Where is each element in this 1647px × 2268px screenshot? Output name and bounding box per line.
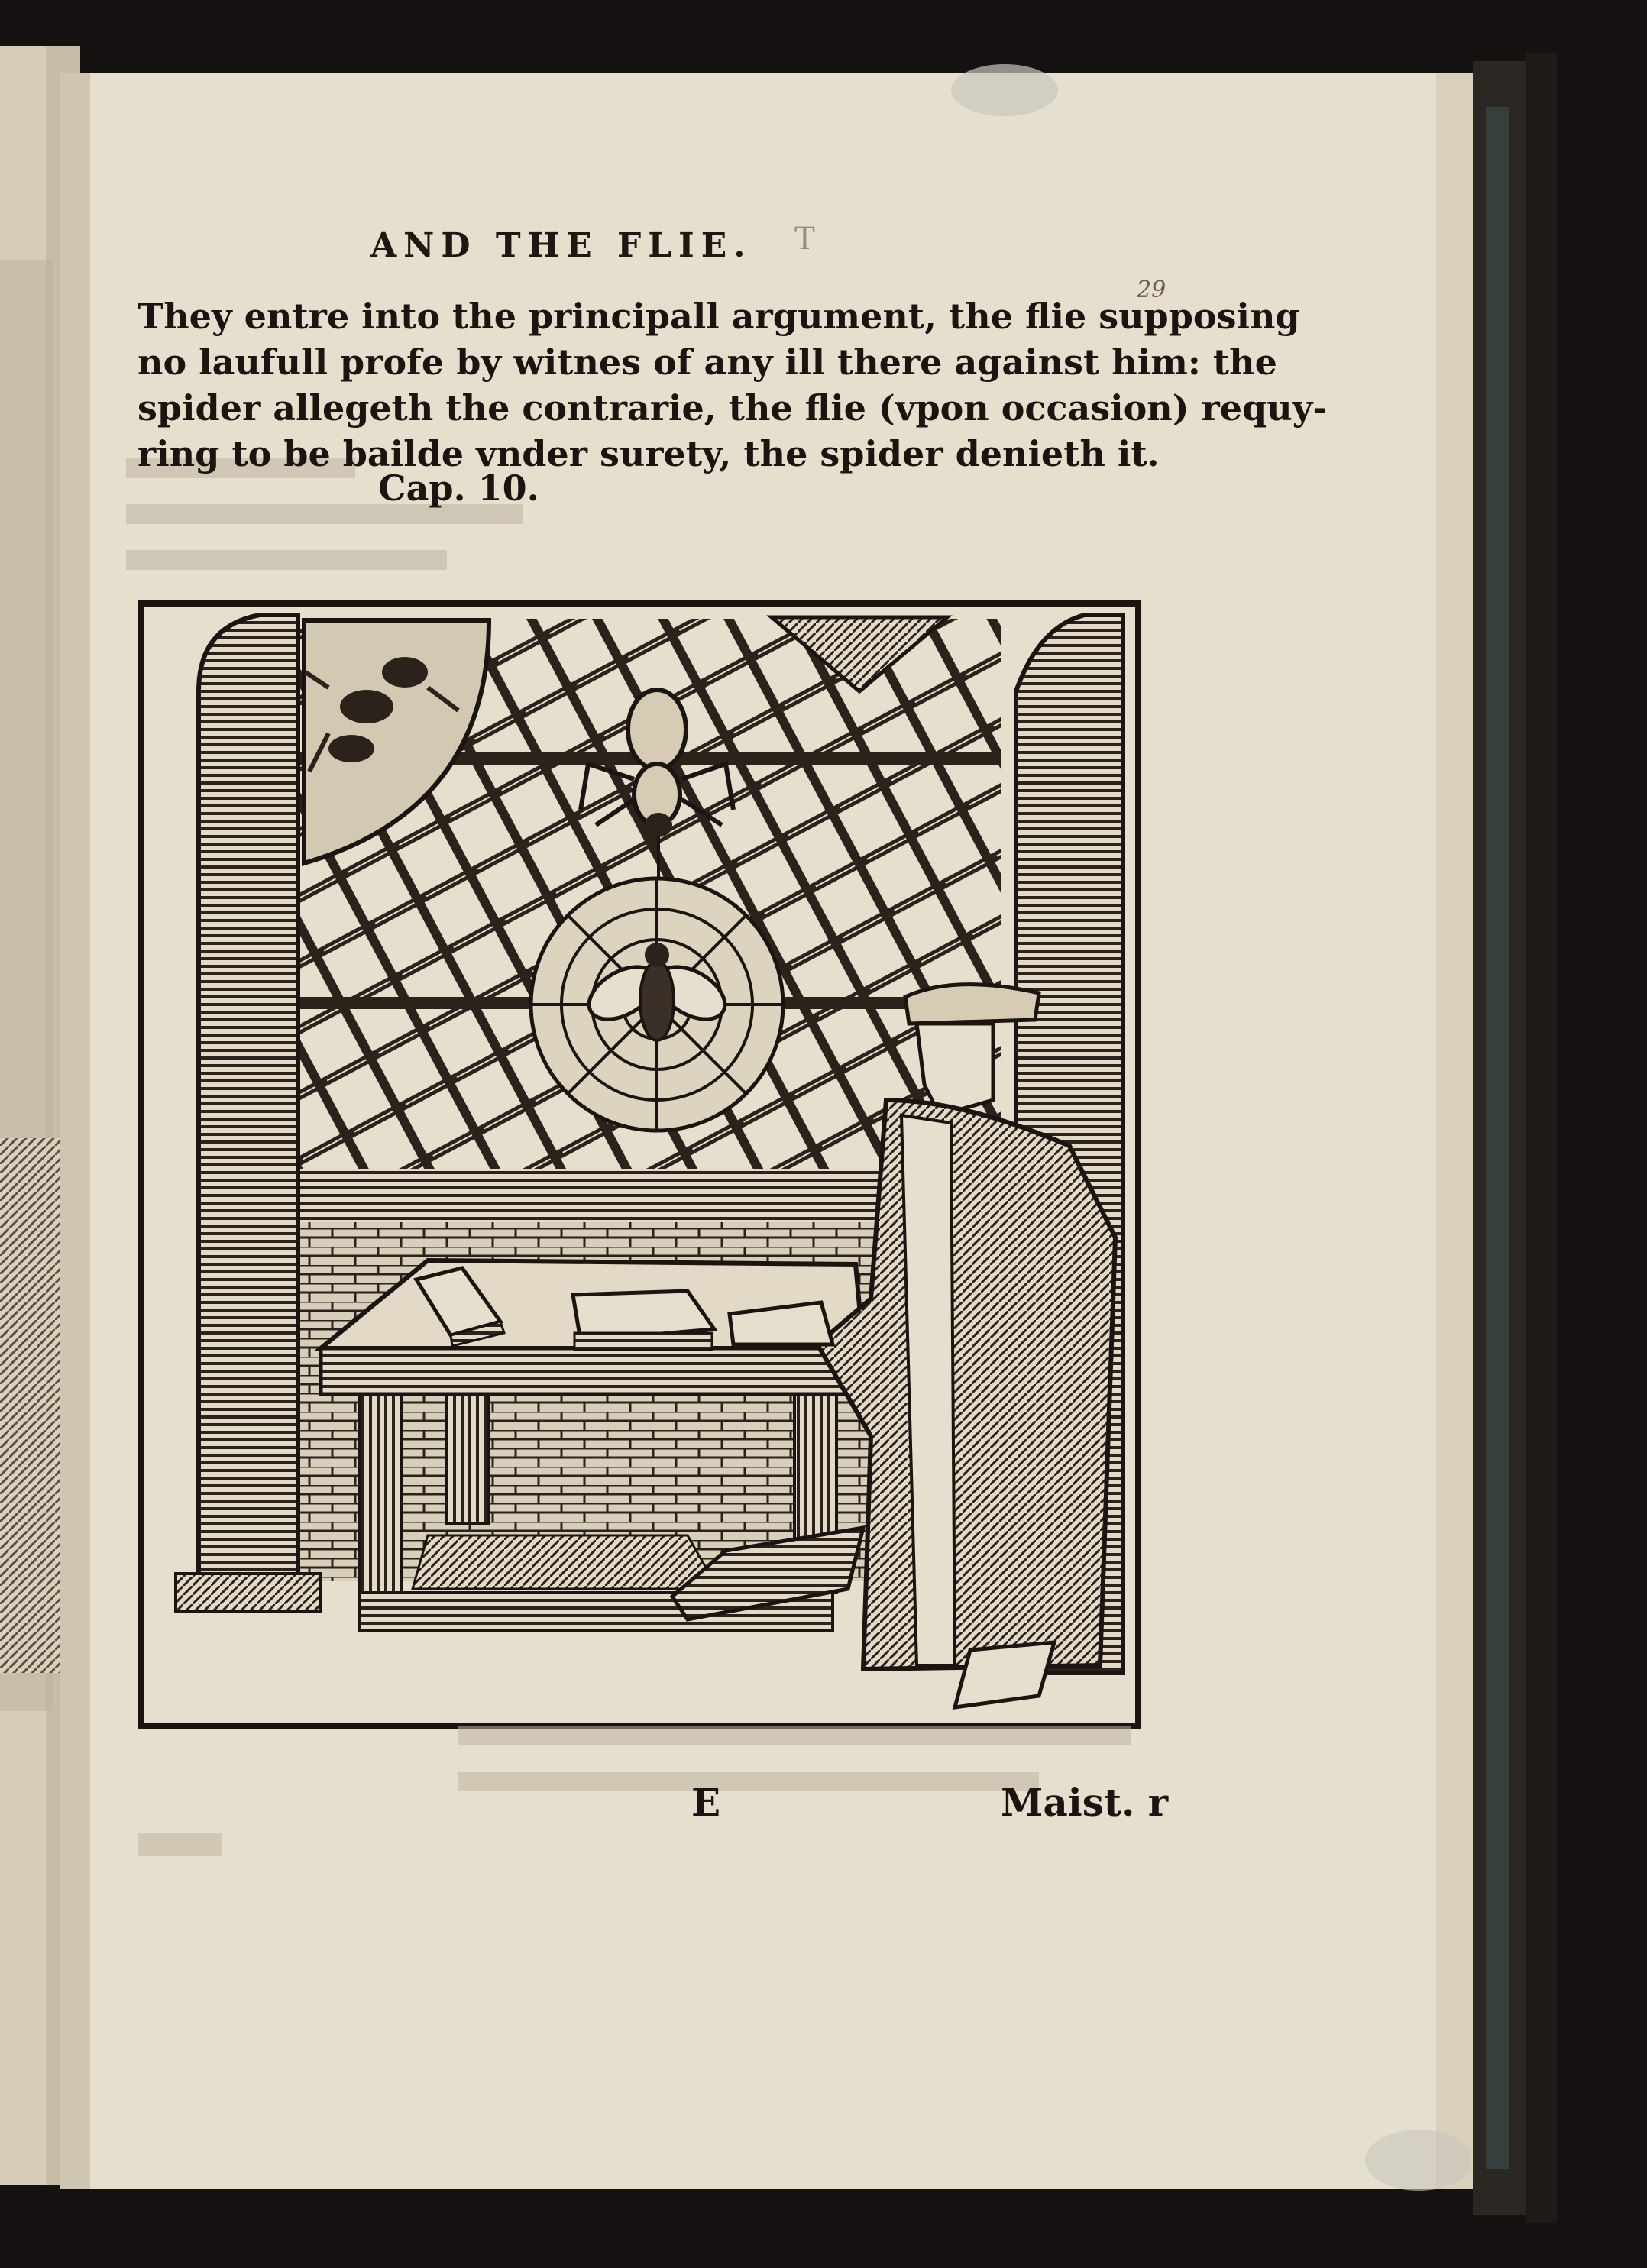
book-edge [1473, 53, 1557, 2223]
summary-line: no laufull profe by witnes of any ill there against him: the [138, 341, 1277, 383]
glass-clip-bottom [1365, 2130, 1472, 2191]
catchword: Maist. r [1001, 1780, 1169, 1825]
glass-clip-top [951, 64, 1058, 116]
folio-number: 29 [1137, 277, 1166, 303]
signature-mark: E [691, 1780, 721, 1825]
woodcut-illustration [141, 603, 1138, 1726]
chapter-heading: Cap. 10. [378, 468, 539, 509]
running-head: AND THE FLIE. [370, 226, 752, 265]
left-column [199, 615, 298, 1608]
summary-line: They entre into the principall argument, the flie supposing [138, 296, 1300, 337]
chapter-summary [138, 293, 1328, 477]
summary-line: spider allegeth the contrarie, the flie (vpon occasion) requy- [138, 387, 1328, 429]
running-head-mark: T [794, 222, 815, 257]
summary-line: ring to be bailde vnder surety, the spider denieth it. [138, 433, 1160, 474]
